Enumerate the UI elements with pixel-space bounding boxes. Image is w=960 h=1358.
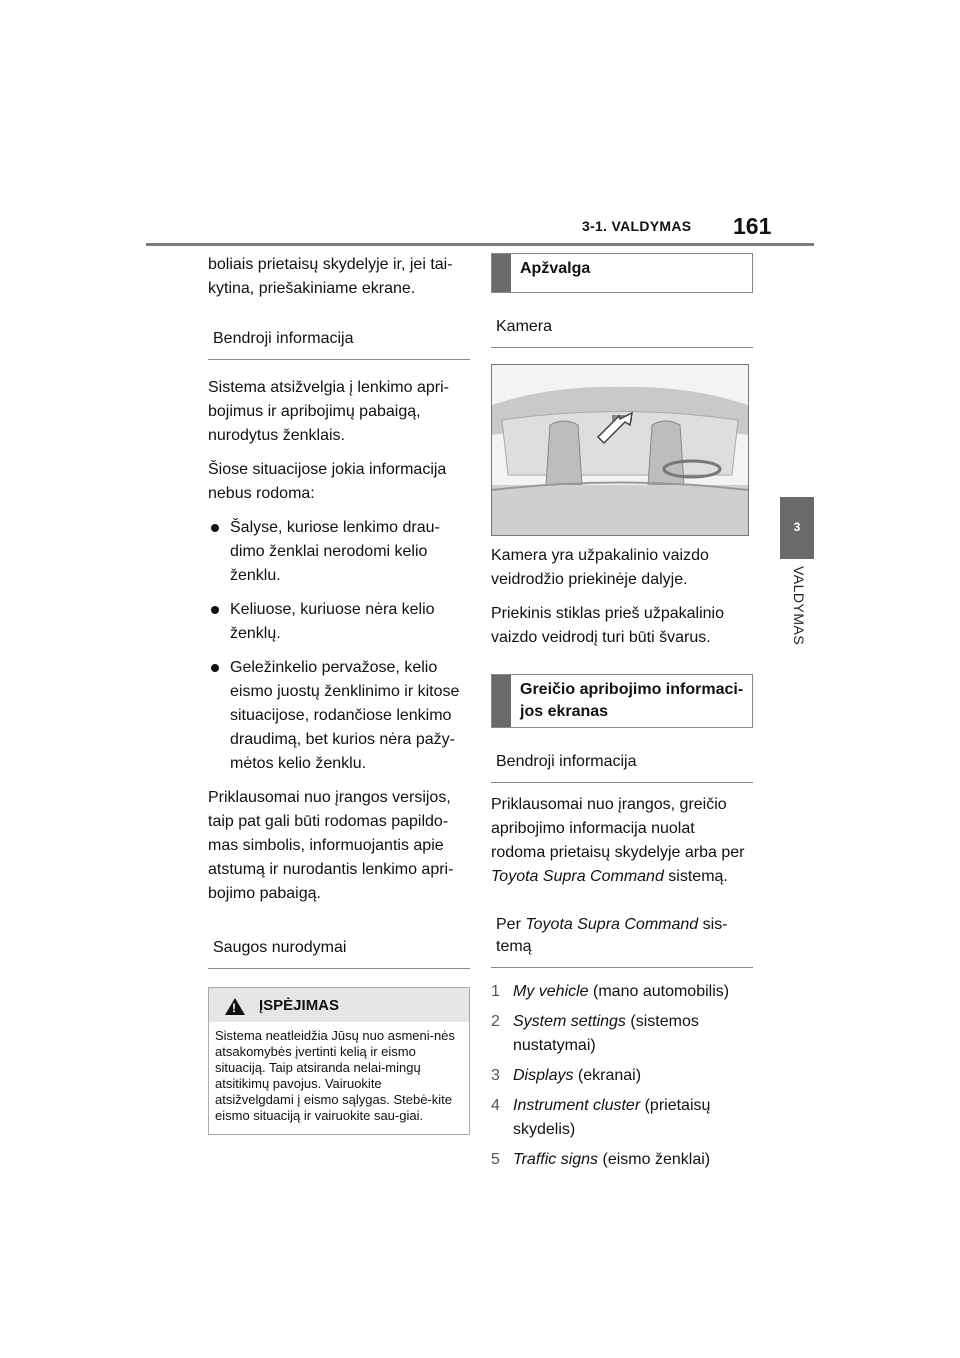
step-text: (eismo ženklai) [598, 1151, 711, 1168]
menu-path: System settings [513, 1013, 626, 1030]
camera-heading: Kamera [491, 309, 753, 348]
paragraph: Priekinis stiklas prieš užpakalinio vaizdo veidrodį turi būti švarus. [491, 605, 724, 646]
camera-location-image [491, 364, 749, 536]
system-name: Toyota Supra Command [491, 868, 664, 885]
step-item [491, 1148, 753, 1172]
right-column [491, 253, 753, 1172]
bullet-item: Šalyse, kuriose lenkimo drau-dimo ženklai nerodomi kelio ženklu. [208, 516, 470, 588]
warning-text: Sistema neatleidžia Jūsų nuo asmeni-nės atsakomybės įvertinti kelią ir eismo situaciją. Taip atsiranda nelai-mingų atsitikimų pavojus. Vairuokite atsižvelgdami į eismo sąlygas. Stebė-kite eismo situaciją ir vairuokite sau-giai. [215, 1028, 455, 1123]
chapter-label: VALDYMAS [791, 566, 807, 646]
step-text: (prietaisų skydelis) [513, 1097, 711, 1138]
step-number: 3 [491, 1067, 500, 1084]
left-column [208, 253, 470, 1135]
step-item [491, 1064, 753, 1088]
step-text: (ekranai) [573, 1067, 642, 1084]
step-number: 4 [491, 1097, 500, 1114]
section-title: 3-1. VALDYMAS [582, 218, 692, 234]
warning-box [208, 987, 470, 1135]
bullet-item: Keliuose, kuriuose nėra kelio ženklų. [208, 598, 470, 646]
step-item [491, 1094, 753, 1142]
general-info-heading: Bendroji informacija [208, 321, 470, 360]
paragraph: Sistema atsižvelgia į lenkimo apri-bojimus ir apribojimų pabaigą, nurodytus ženklais. [208, 379, 449, 444]
menu-path: Instrument cluster [513, 1097, 641, 1114]
car-interior-illustration [492, 365, 748, 535]
warning-triangle-icon [225, 998, 245, 1015]
bullet-item: Geležinkelio pervažose, kelio eismo juostų ženklinimo ir kitose situacijose, rodančiose lenkimo draudimą, bet kurios nėra pažy-mėtos kelio ženklu. [208, 656, 470, 776]
menu-path: My vehicle [513, 983, 589, 1000]
menu-path: Traffic signs [513, 1151, 599, 1168]
safety-heading: Saugos nurodymai [208, 930, 470, 969]
warning-title: ĮSPĖJIMAS [259, 997, 340, 1014]
text: Priklausomai nuo įrangos, greičio apribojimo informacija nuolat rodoma prietaisų skydelyje arba per [491, 796, 745, 861]
step-item [491, 980, 753, 1004]
paragraph [491, 793, 753, 889]
step-item [491, 1010, 753, 1058]
steps-list [491, 980, 753, 1172]
overview-heading: Apžvalga [491, 253, 753, 293]
text: sistemą. [663, 868, 728, 885]
text: sis-temą [496, 916, 728, 955]
step-text: (mano automobilis) [588, 983, 730, 1000]
chapter-number: 3 [793, 520, 801, 534]
speed-limit-display-heading: Greičio apribojimo informaci-jos ekranas [491, 674, 753, 728]
step-number: 2 [491, 1013, 500, 1030]
intro-paragraph: boliais prietaisų skydelyje ir, jei tai-kytina, priešakiniame ekrane. [208, 256, 453, 297]
chapter-tab [780, 497, 814, 559]
step-text: (sistemos nustatymai) [513, 1013, 699, 1054]
warning-header [209, 988, 469, 1022]
text: Per [496, 916, 526, 933]
paragraph: Šiose situacijose jokia informacija nebus rodoma: [208, 461, 447, 502]
header-rule [146, 243, 814, 246]
step-number: 5 [491, 1151, 500, 1168]
general-info-heading: Bendroji informacija [491, 744, 753, 783]
step-number: 1 [491, 983, 500, 1000]
via-system-heading [491, 907, 753, 968]
paragraph: Kamera yra užpakalinio vaizdo veidrodžio priekinėje dalyje. [491, 547, 709, 588]
system-name: Toyota Supra Command [525, 916, 699, 933]
page-number: 161 [733, 213, 772, 239]
menu-path: Displays [513, 1067, 574, 1084]
paragraph: Priklausomai nuo įrangos versijos, taip pat gali būti rodomas papildo-mas simbolis, informuojantis apie atstumą ir nurodantis lenkimo apri-bojimo pabaigą. [208, 789, 454, 902]
